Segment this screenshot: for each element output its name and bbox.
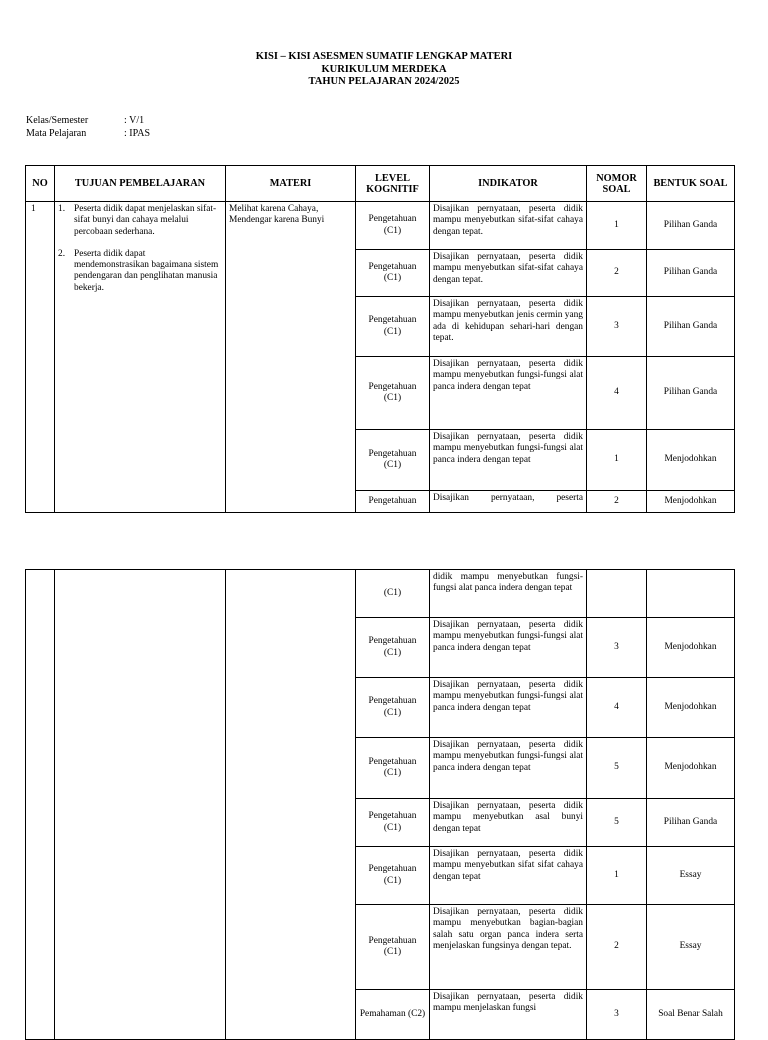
cell-indikator: Disajikan pernyataan, peserta didik mampu menyebutkan fungsi-fungsi alat panca indera dengan tepat: [430, 357, 587, 430]
cell-bentuk: Pilihan Ganda: [647, 250, 735, 297]
cell-level: Pengetahuan: [356, 491, 430, 513]
cell-indikator: Disajikan pernyataan, peserta didik mampu menyebutkan fungsi-fungsi alat panca indera dengan tepat: [430, 430, 587, 491]
cell-nomor: 2: [587, 905, 647, 990]
meta-row-kelas: [26, 114, 150, 127]
table-header-row: [26, 166, 735, 202]
cell-nomor: 3: [587, 618, 647, 678]
cell-bentuk: Menjodohkan: [647, 678, 735, 738]
tujuan-number: 2.: [58, 248, 66, 259]
cell-nomor: 5: [587, 799, 647, 847]
cell-level: Pemahaman (C2): [356, 990, 430, 1040]
kisi-table-page-1: [25, 165, 735, 513]
title-line-2: KURIKULUM MERDEKA: [321, 63, 447, 75]
table-row: [26, 202, 735, 250]
cell-no-continued: [26, 570, 55, 1040]
cell-level: Pengetahuan (C1): [356, 357, 430, 430]
cell-nomor: 2: [587, 491, 647, 513]
header-no: NO: [26, 166, 55, 202]
tujuan-list: [58, 204, 222, 294]
header-indikator: INDIKATOR: [430, 166, 587, 202]
cell-bentuk: Pilihan Ganda: [647, 297, 735, 357]
tujuan-text: Peserta didik dapat menjelaskan sifat-sifat bunyi dan cahaya melalui percobaan sederhana.: [74, 204, 217, 237]
header-bentuk: BENTUK SOAL: [647, 166, 735, 202]
cell-bentuk: Menjodohkan: [647, 738, 735, 799]
meta-row-mapel: [26, 127, 150, 140]
cell-materi: Melihat karena Cahaya, Mendengar karena Bunyi: [226, 202, 356, 513]
cell-nomor: 1: [587, 202, 647, 250]
header-tujuan: TUJUAN PEMBELAJARAN: [55, 166, 226, 202]
table-row: [26, 570, 735, 618]
cell-level: Pengetahuan (C1): [356, 905, 430, 990]
tujuan-number: 1.: [58, 204, 66, 214]
cell-bentuk: Menjodohkan: [647, 491, 735, 513]
document-meta: [26, 114, 150, 140]
cell-bentuk: Essay: [647, 847, 735, 905]
cell-bentuk: Soal Benar Salah: [647, 990, 735, 1040]
cell-indikator: Disajikan pernyataan, peserta didik mampu menyebutkan sifat-sifat cahaya dengan tepat.: [430, 202, 587, 250]
meta-label: Mata Pelajaran: [26, 128, 87, 139]
header-materi: MATERI: [226, 166, 356, 202]
meta-value: : IPAS: [124, 128, 151, 139]
list-item: [58, 204, 222, 238]
cell-level: Pengetahuan (C1): [356, 430, 430, 491]
cell-bentuk: Pilihan Ganda: [647, 799, 735, 847]
cell-level: Pengetahuan (C1): [356, 799, 430, 847]
meta-label: Kelas/Semester: [26, 115, 89, 126]
cell-bentuk: [647, 570, 735, 618]
title-line-1: KISI – KISI ASESMEN SUMATIF LENGKAP MATERI: [255, 51, 513, 62]
cell-indikator: Disajikan pernyataan, peserta didik mampu menyebutkan asal bunyi dengan tepat: [430, 799, 587, 847]
cell-indikator: Disajikan pernyataan, peserta didik mampu menjelaskan fungsi: [430, 990, 587, 1040]
header-level: LEVEL KOGNITIF: [356, 166, 430, 202]
meta-value: : V/1: [124, 115, 145, 126]
list-item: [58, 249, 222, 294]
cell-nomor: 1: [587, 430, 647, 491]
document-title: [0, 51, 768, 89]
cell-bentuk: Essay: [647, 905, 735, 990]
cell-level: Pengetahuan (C1): [356, 738, 430, 799]
cell-indikator: Disajikan pernyataan, peserta didik mampu menyebutkan sifat-sifat cahaya dengan tepat.: [430, 250, 587, 297]
tujuan-text: Peserta didik dapat mendemonstrasikan bagaimana sistem pendengaran dan penglihatan manusia bekerja.: [74, 248, 219, 293]
cell-level: Pengetahuan (C1): [356, 202, 430, 250]
cell-level: Pengetahuan (C1): [356, 678, 430, 738]
cell-indikator: Disajikan pernyataan, peserta didik mampu menyebutkan bagian-bagian salah satu organ panca indera serta menjelaskan fungsinya dengan tepat.: [430, 905, 587, 990]
cell-nomor: 3: [587, 297, 647, 357]
cell-indikator: Disajikan pernyataan, peserta didik mampu menyebutkan fungsi-fungsi alat panca indera dengan tepat: [430, 678, 587, 738]
cell-indikator: Disajikan pernyataan, peserta: [430, 491, 587, 513]
cell-bentuk: Menjodohkan: [647, 618, 735, 678]
cell-bentuk: Menjodohkan: [647, 430, 735, 491]
cell-bentuk: Pilihan Ganda: [647, 357, 735, 430]
cell-tujuan-continued: [55, 570, 226, 1040]
cell-nomor: 4: [587, 357, 647, 430]
kisi-table-page-2: [25, 569, 735, 1040]
cell-indikator: didik mampu menyebutkan fungsi-fungsi alat panca indera dengan tepat: [430, 570, 587, 618]
cell-nomor: 1: [587, 847, 647, 905]
header-nomor: NOMOR SOAL: [587, 166, 647, 202]
cell-tujuan: [55, 202, 226, 513]
cell-nomor: 3: [587, 990, 647, 1040]
cell-level: Pengetahuan (C1): [356, 847, 430, 905]
cell-level: Pengetahuan (C1): [356, 297, 430, 357]
cell-indikator: Disajikan pernyataan, peserta didik mampu menyebutkan fungsi-fungsi alat panca indera dengan tepat: [430, 618, 587, 678]
cell-nomor: [587, 570, 647, 618]
cell-materi-continued: [226, 570, 356, 1040]
cell-no: 1: [26, 202, 55, 513]
cell-indikator: Disajikan pernyataan, peserta didik mampu menyebutkan fungsi-fungsi alat panca indera dengan tepat: [430, 738, 587, 799]
cell-bentuk: Pilihan Ganda: [647, 202, 735, 250]
cell-level: (C1): [356, 570, 430, 618]
cell-indikator: Disajikan pernyataan, peserta didik mampu menyebutkan sifat sifat cahaya dengan tepat: [430, 847, 587, 905]
title-line-3: TAHUN PELAJARAN 2024/2025: [308, 76, 460, 87]
cell-nomor: 4: [587, 678, 647, 738]
cell-nomor: 5: [587, 738, 647, 799]
cell-level: Pengetahuan (C1): [356, 618, 430, 678]
cell-level: Pengetahuan (C1): [356, 250, 430, 297]
cell-nomor: 2: [587, 250, 647, 297]
cell-indikator: Disajikan pernyataan, peserta didik mampu menyebutkan jenis cermin yang ada di kehidupan sehari-hari dengan tepat.: [430, 297, 587, 357]
